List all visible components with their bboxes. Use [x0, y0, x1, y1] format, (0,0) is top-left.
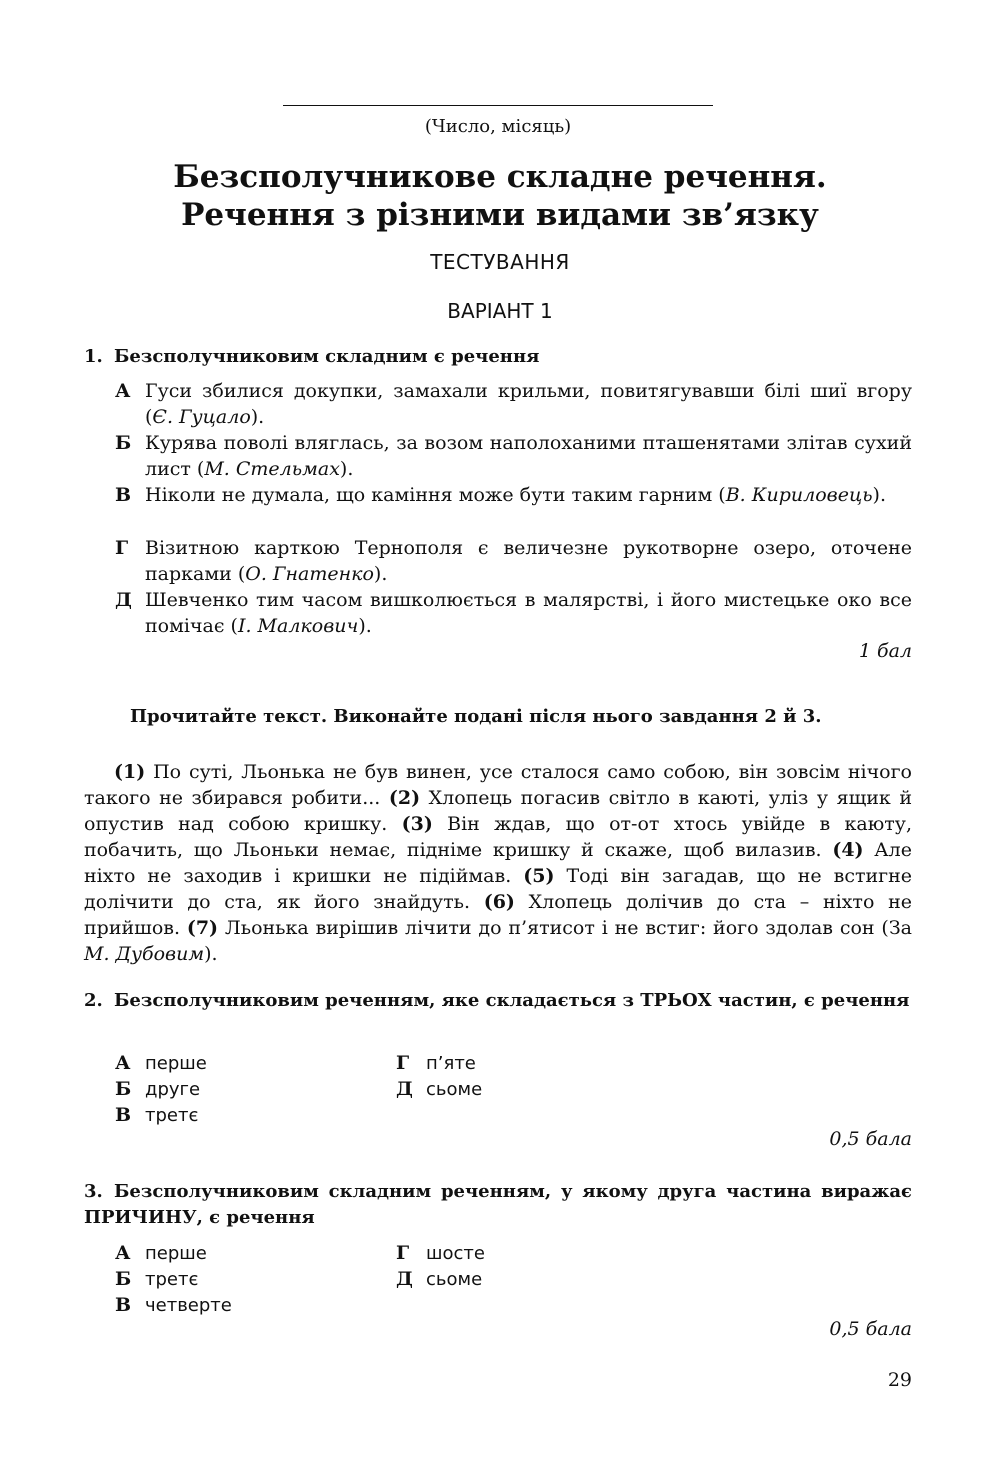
option-author: І. Малкович	[237, 615, 359, 637]
question-text: Безсполучниковим складним є речення	[114, 346, 540, 367]
q3-option-d[interactable]: Г шосте	[396, 1242, 485, 1264]
sentence-text: Але ніхто не заходив і кришки не підіймав.	[84, 839, 912, 887]
title-line-2: Речення з різними видами зв’язку	[181, 197, 819, 233]
option-author: О. Гнатенко	[245, 563, 374, 585]
option-text: Ніколи не думала, що каміння може бути таким гарним (	[145, 484, 726, 506]
reading-passage: (1) По суті, Льонька не був винен, усе сталося само собою, він зовсім нічого такого не збирався робити... (2) Хлопець погасив світло в каюті, уліз у ящик й опустив над собою кришку. (3) Він ждав, що от-от хтось увійде в каюту, побачить, що Льоньки немає, підніме кришку й скаже, щоб вилазив. (4) Але ніхто не заходив і кришки не підіймав. (5) Тоді він загадав, що не встигне долічити до ста, як його знайдуть. (6) Хлопець долічив до ста – ніхто не прийшов. (7) Льонька вирішив лічити до п’ятисот і не встиг: його здолав сон (За М. Дубовим).	[84, 761, 912, 965]
option-text: Шевченко тим часом вишколюється в малярстві, і його мистецьке око все помічає (	[145, 589, 912, 637]
variant-heading: ВАРІАНТ 1	[447, 299, 553, 323]
q2-option-c[interactable]: В третє	[115, 1104, 199, 1126]
q3-option-b[interactable]: Б третє	[115, 1268, 199, 1290]
q2-score: 0,5 бала	[829, 1128, 912, 1150]
question-number: 2.	[84, 990, 103, 1011]
question-text: Безсполучниковим реченням, яке складається з ТРЬОХ частин, є речення	[114, 990, 910, 1011]
option-text: Візитною карткою Тернополя є величезне рукотворне озеро, оточене парками (	[145, 537, 912, 585]
q3-score: 0,5 бала	[829, 1318, 912, 1340]
question-text: Безсполучниковим складним реченням, у якому друга частина виражає ПРИЧИНУ, є речення	[84, 1181, 912, 1228]
page-number: 29	[887, 1369, 912, 1391]
task-instruction: Прочитайте текст. Виконайте подані після нього завдання 2 й 3.	[130, 706, 822, 727]
sentence-text: Він ждав, що от-от хтось увійде в каюту, побачить, що Льоньки немає, підніме кришку й скаже, щоб вилазив.	[84, 813, 912, 861]
question-1-prompt	[84, 344, 912, 370]
option-letter: Б	[115, 432, 132, 454]
q2-option-b[interactable]: Б друге	[115, 1078, 201, 1100]
question-2-prompt	[84, 988, 912, 1014]
date-fill-line	[283, 105, 713, 106]
option-letter: А	[115, 380, 131, 402]
sentence-text: По суті, Льонька не був винен, усе сталося само собою, він зовсім нічого такого не збирався робити...	[84, 761, 912, 809]
q1-option-a[interactable]: А Гуси збилися докупки, замахали крильми, повитягувавши білі шиї вгору (Є. Гуцало).	[115, 380, 912, 428]
sentence-number: (5)	[523, 865, 555, 887]
option-letter: Д	[115, 589, 132, 611]
option-text: Курява поволі вляглась, за возом наполоханими пташенятами злітав сухий лист (	[145, 432, 912, 480]
passage-source: М. Дубовим	[84, 943, 205, 965]
sentence-number: (2)	[388, 787, 421, 809]
page-title	[100, 158, 900, 234]
q3-option-e[interactable]: Д сьоме	[396, 1268, 483, 1290]
sentence-text: Хлопець погасив світло в каюті, уліз у ящик й опустив над собою кришку.	[84, 787, 912, 835]
sentence-text: Хлопець долічив до ста – ніхто не прийшов.	[84, 891, 912, 939]
q1-option-b[interactable]: Б Курява поволі вляглась, за возом наполоханими пташенятами злітав сухий лист (М. Стельмах).	[115, 432, 912, 480]
q1-option-c[interactable]: В Ніколи не думала, що каміння може бути таким гарним (В. Кириловець).	[115, 484, 886, 506]
q1-option-e[interactable]: Д Шевченко тим часом вишколюється в малярстві, і його мистецьке око все помічає (І. Малкович).	[115, 589, 912, 637]
question-number: 1.	[84, 346, 103, 367]
question-3-prompt	[84, 1179, 912, 1231]
sentence-number: (3)	[401, 813, 433, 835]
sentence-text: Тоді він загадав, що не встигне долічити до ста, як його знайдуть.	[84, 865, 912, 913]
q2-option-e[interactable]: Д сьоме	[396, 1078, 483, 1100]
section-subtitle: ТЕСТУВАННЯ	[430, 250, 570, 274]
q2-option-d[interactable]: Г п’яте	[396, 1052, 476, 1074]
option-letter: Г	[115, 537, 129, 559]
q1-score: 1 бал	[858, 640, 912, 662]
sentence-number: (1)	[114, 761, 146, 783]
question-number: 3.	[84, 1181, 103, 1202]
sentence-number: (4)	[832, 839, 864, 861]
date-caption: (Число, місяць)	[424, 116, 572, 137]
sentence-text: Льонька вирішив лічити до п’ятисот і не встиг: його здолав сон (За	[218, 917, 912, 939]
q1-option-d[interactable]: Г Візитною карткою Тернополя є величезне рукотворне озеро, оточене парками (О. Гнатенко).	[115, 537, 912, 585]
option-author: М. Стельмах	[204, 458, 340, 480]
q3-option-c[interactable]: В четверте	[115, 1294, 232, 1316]
option-text: Гуси збилися докупки, замахали крильми, повитягувавши білі шиї вгору (	[145, 380, 912, 428]
option-author: В. Кириловець	[725, 484, 873, 506]
option-letter: В	[115, 484, 132, 506]
q3-option-a[interactable]: А перше	[115, 1242, 207, 1264]
option-author: Є. Гуцало	[152, 406, 251, 428]
title-line-1: Безсполучникове складне речення.	[173, 159, 827, 195]
sentence-number: (6)	[483, 891, 515, 913]
q2-option-a[interactable]: А перше	[115, 1052, 207, 1074]
sentence-number: (7)	[186, 917, 219, 939]
